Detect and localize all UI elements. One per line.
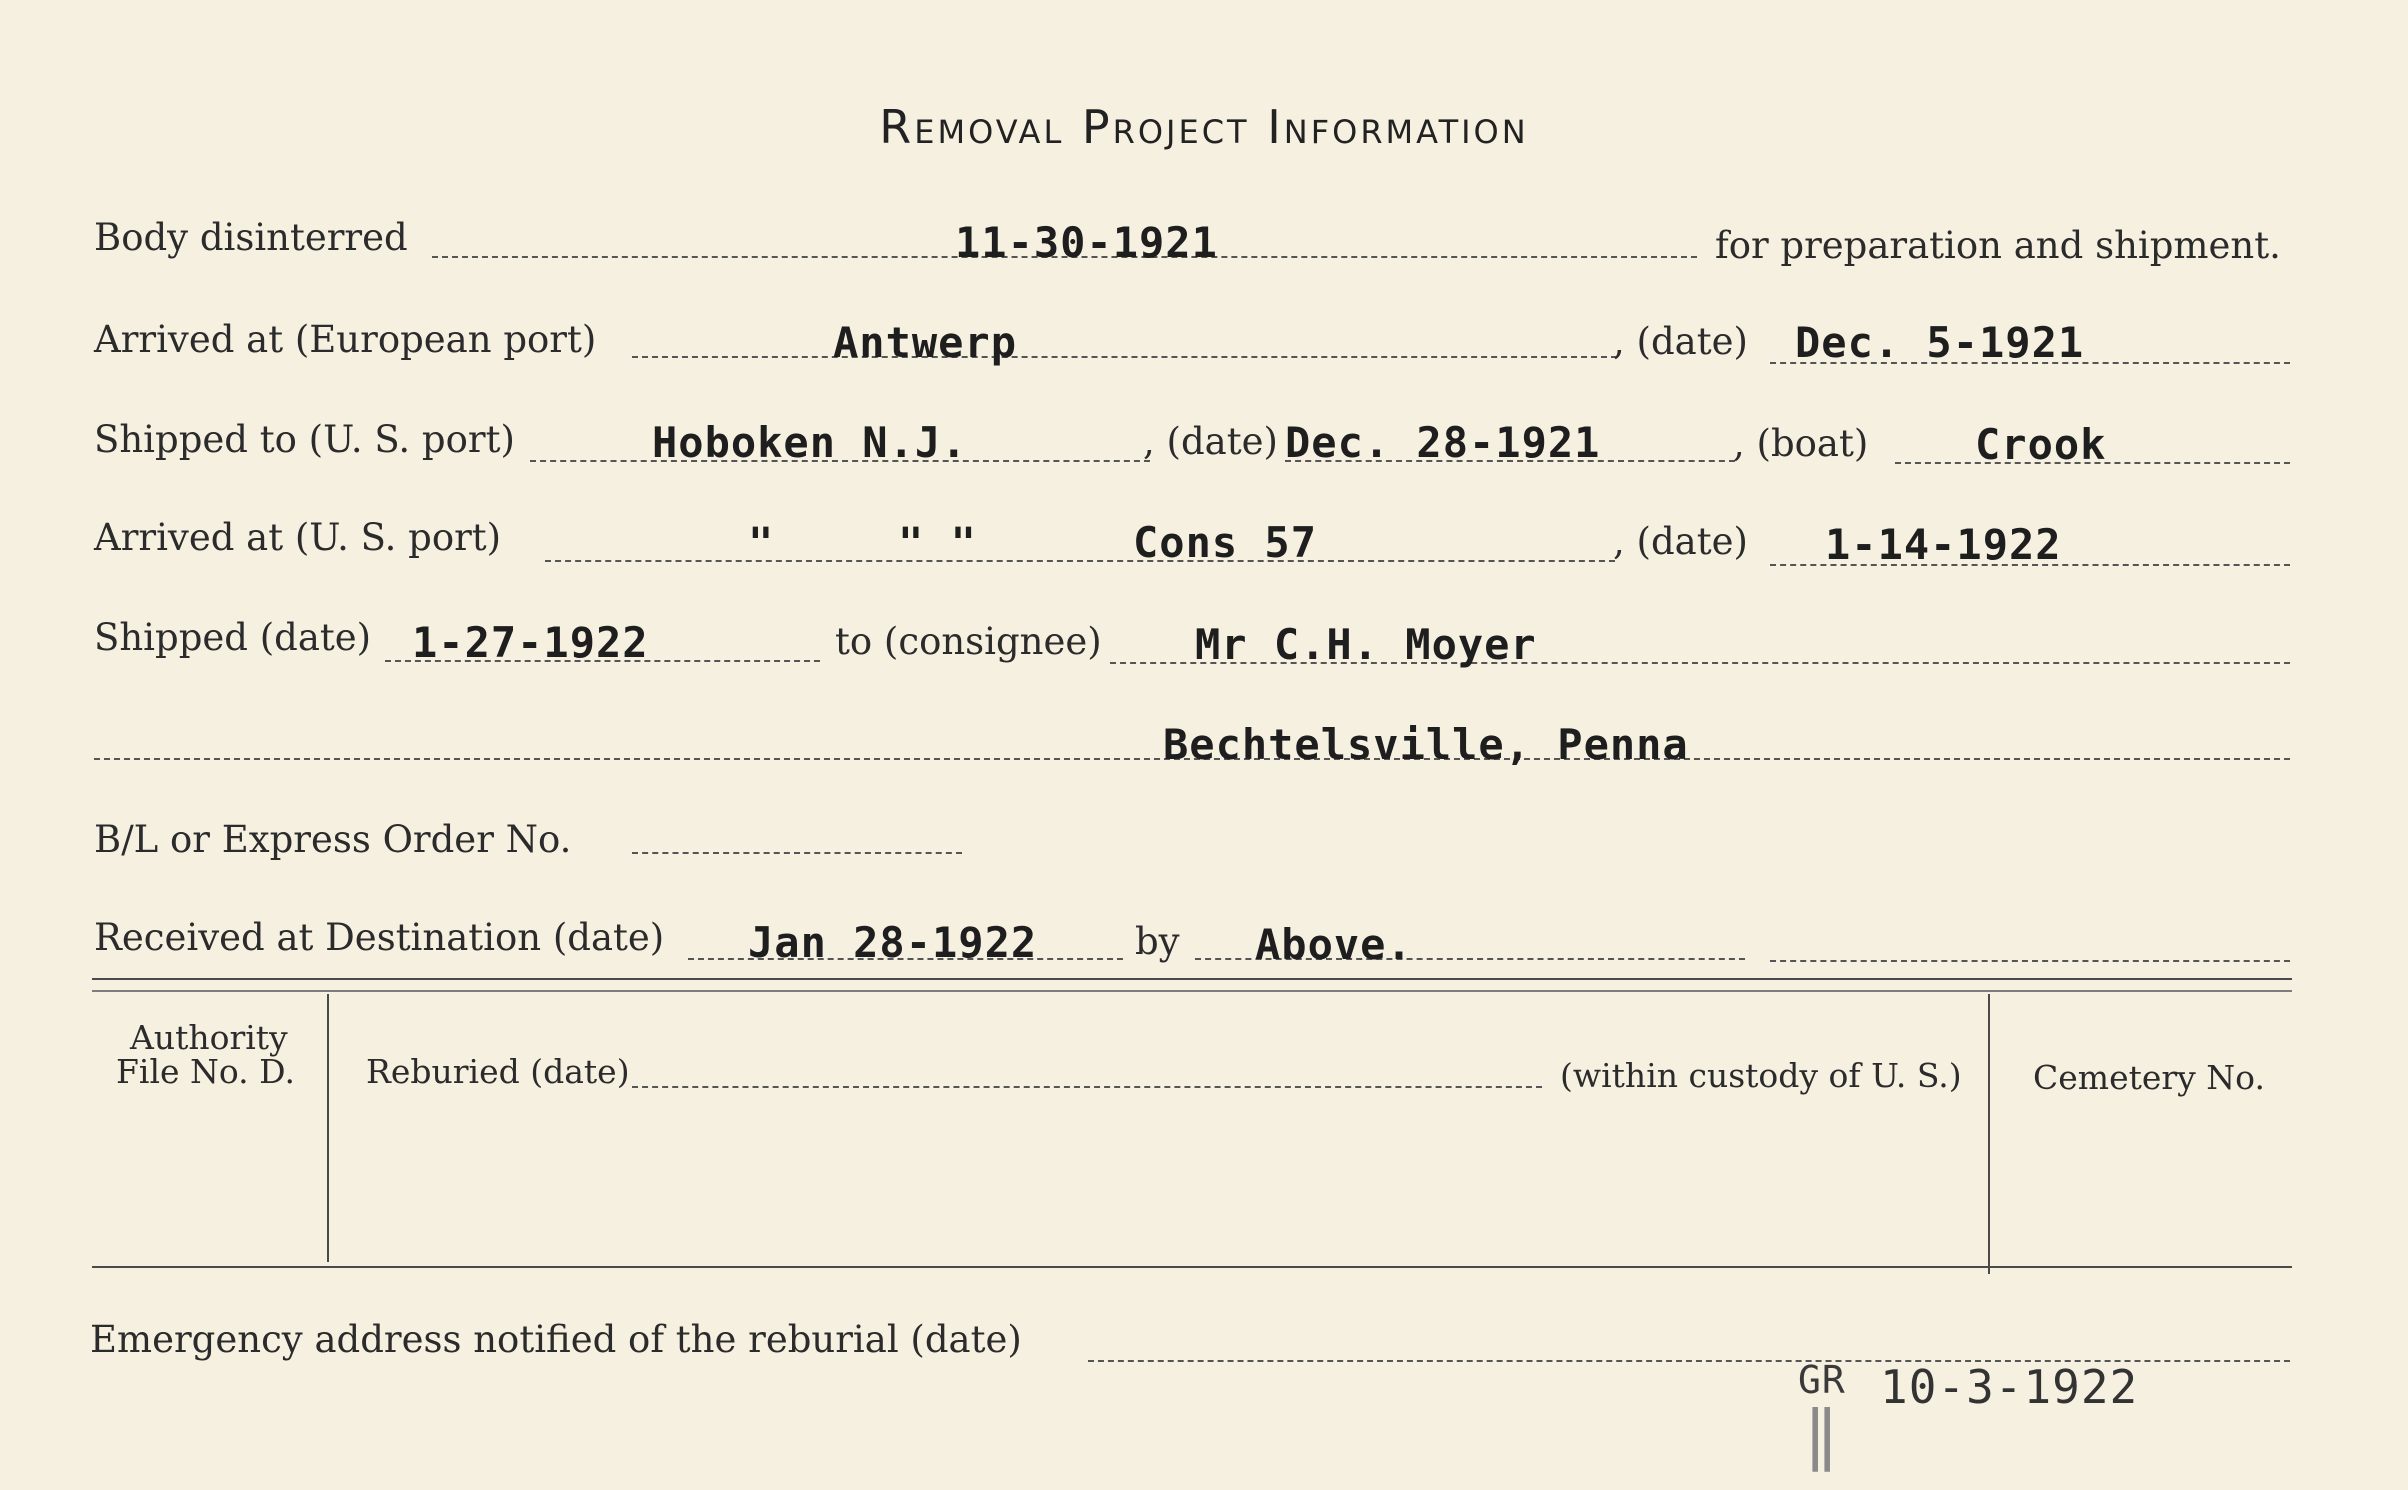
arrived-us-label: Arrived at (U. S. port)	[94, 516, 502, 559]
received-extra-line	[1770, 960, 2290, 962]
box-top-rule-1	[92, 978, 2292, 980]
bl-line	[632, 852, 962, 854]
pencil-mark-icon: ∥	[1805, 1400, 1838, 1482]
emergency-label: Emergency address notified of the reburial (date)	[90, 1318, 1022, 1361]
arrived-us-ditto-1: "	[748, 518, 775, 567]
body-disinterred-suffix: for preparation and shipment.	[1715, 224, 2281, 267]
shipped-to-port: Hoboken N.J.	[652, 418, 968, 467]
arrived-european-date-label: , (date)	[1613, 320, 1748, 363]
arrived-european-label: Arrived at (European port)	[94, 318, 597, 361]
received-by: Above.	[1255, 920, 1413, 969]
received-by-label: by	[1135, 920, 1180, 963]
reburied-custody: (within custody of U. S.)	[1560, 1056, 1962, 1095]
body-disinterred-value: 11-30-1921	[955, 218, 1218, 267]
consignee-name: Mr C.H. Moyer	[1195, 620, 1537, 669]
shipped-to-date-label: , (date)	[1143, 420, 1278, 463]
arrived-european-line	[632, 356, 1617, 358]
arrived-us-line	[545, 560, 1615, 562]
cemetery-label: Cemetery No.	[2033, 1058, 2265, 1097]
shipped-date-label: Shipped (date)	[94, 616, 372, 659]
authority-line-2: File No. D.	[116, 1052, 295, 1091]
reburied-label: Reburied (date)	[366, 1052, 630, 1091]
box-top-rule-2	[92, 990, 2292, 992]
arrived-us-ditto-2: " "	[898, 518, 977, 567]
card-title: Removal Project Information	[879, 100, 1529, 154]
body-disinterred-label: Body disinterred	[94, 216, 408, 259]
shipped-to-boat-label: , (boat)	[1733, 422, 1869, 465]
bl-label: B/L or Express Order No.	[94, 818, 572, 861]
stamp-initials: GR	[1798, 1358, 1846, 1402]
box-bottom-rule	[92, 1266, 2292, 1268]
arrived-us-date: 1-14-1922	[1825, 520, 2062, 569]
box-divider-left	[327, 994, 329, 1262]
consignee-label: to (consignee)	[835, 620, 1102, 663]
authority-line-1: Authority	[130, 1018, 288, 1057]
shipped-date: 1-27-1922	[412, 618, 649, 667]
shipped-to-date: Dec. 28-1921	[1285, 418, 1601, 467]
arrived-european-date: Dec. 5-1921	[1795, 318, 2085, 367]
arrived-us-date-label: , (date)	[1613, 520, 1748, 563]
shipped-to-boat: Crook	[1975, 420, 2107, 469]
consignee-address: Bechtelsville, Penna	[1163, 720, 1689, 769]
reburied-line	[632, 1086, 1542, 1088]
shipped-to-label: Shipped to (U. S. port)	[94, 418, 515, 461]
received-date: Jan 28-1922	[748, 918, 1038, 967]
stamp-date: 10-3-1922	[1880, 1360, 2139, 1414]
arrived-european-port: Antwerp	[833, 318, 1018, 367]
arrived-us-port: Cons 57	[1133, 518, 1318, 567]
received-label: Received at Destination (date)	[94, 916, 665, 959]
box-divider-right	[1988, 994, 1990, 1274]
